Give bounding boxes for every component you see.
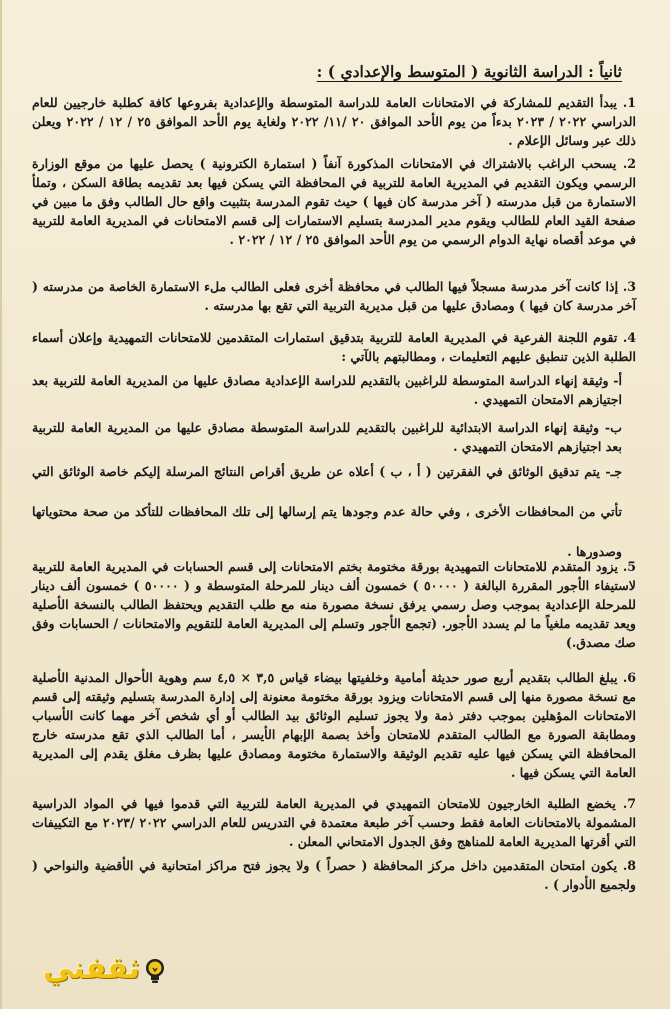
item-number: 2. [622, 156, 636, 171]
sub-item-letter: جـ- [605, 464, 623, 479]
item-5 [32, 557, 636, 652]
item-number: 3. [622, 279, 637, 294]
item-3 [32, 277, 636, 315]
item-number: 5. [622, 559, 636, 574]
item-text: يخضع الطلبة الخارجيون للامتحان التمهيدي في المديرية العامة للتربية التي قدموا فيها في المواد الدراسية المشمولة بالامتحانات العامة فقط وحسب آخر طبعة معتمدة في التدريس للعام الدراسي ٢٠٢٢ /٢٠٢٣ مع التكييفات التي أقرتها المديرية العامة للمناهج وفق الجدول الامتحاني المعلن . [32, 796, 636, 849]
item-text: إذا كانت آخر مدرسة مسجلاً فيها الطالب في محافظة أخرى فعلى الطالب ملء الاستمارة الخاصة من مدرسته ( آخر مدرسة كان فيها ) ومصادق عليها من قبل مديرية التربية التي تقع بها مدرسته . [32, 279, 636, 313]
sub-item-letter: ب- [604, 420, 622, 435]
item-6 [32, 668, 636, 782]
section-heading: ثانياً : الدراسة الثانوية ( المتوسط والإعدادي ) : [316, 62, 622, 81]
brand-watermark [20, 951, 170, 995]
item-7 [32, 794, 636, 851]
sub-item-b [32, 418, 622, 456]
item-text: يكون امتحان المتقدمين داخل مركز المحافظة ( حصراً ) ولا يجوز فتح مراكز امتحانية في الأقضية والنواحي ( ولجميع الأدوار ) . [32, 858, 636, 892]
item-number: 7. [622, 796, 636, 811]
lightbulb-icon [142, 957, 168, 987]
item-text: يبلغ الطالب بتقديم أربع صور حديثة أمامية وخلفيتها بيضاء قياس ٣,٥ × ٤,٥ سم وهوية الأحوال المدنية الأصلية مع نسخة مصورة منها إلى قسم الامتحانات ويزود بورقة مختومة معنونة إلى إدارة المدرسة بتسليم وثيقته إلى قسم الامتحانات المؤهلين بموجب دفتر ذمة ولا يجوز تسليم الوثائق بيد الطالب أو أي شخص آخر مهما كانت الأسباب ومطابقة الصورة مع الطالب المتقدم للامتحان وأخذ بصمة الإبهام الأيسر ، أما الطالب الذي تقع مدرسته خارج المحافظة التي يسكن فيها عليه تقديم الوثيقة والاستمارة مختومة ومصادق عليها بظرف مغلق يقدم إلى المديرية العامة التي يسكن فيها . [32, 670, 636, 780]
item-number: 1. [622, 95, 637, 110]
item-4 [32, 328, 636, 366]
item-text: تقوم اللجنة الفرعية في المديرية العامة للتربية بتدقيق استمارات المتقدمين للامتحانات التمهيدية وإعلان أسماء الطلبة الذين تنطبق عليهم التعليمات ، ومطالبتهم بالآتي : [32, 330, 636, 364]
brand-name: ثقفني [42, 951, 140, 986]
sub-item-a [32, 371, 622, 409]
sub-item-c [32, 452, 622, 572]
sub-item-text: يتم تدقيق الوثائق في الفقرتين ( أ ، ب ) أعلاه عن طريق أقراص النتائج المرسلة إليكم خاصة الوثائق التي تأتي من المحافظات الأخرى ، وفي حالة عدم وجودها يتم إرسالها إلى تلك المحافظات للتأكد من صحة محتوياتها وصدورها . [32, 464, 622, 559]
item-number: 8. [622, 858, 636, 873]
sub-item-text: وثيقة إنهاء الدراسة الابتدائية للراغبين بالتقديم للدراسة المتوسطة مصادق عليها من المديرية العامة للتربية بعد اجتيازهم الامتحان التمهيدي . [32, 420, 622, 454]
item-2 [32, 154, 636, 249]
item-1 [32, 93, 636, 150]
item-text: يسحب الراغب بالاشتراك في الامتحانات المذكورة آنفاً ( استمارة الكترونية ) يحصل عليها من موقع الوزارة الرسمي ويكون التقديم في المديرية العامة للتربية في المحافظة التي يسكن فيها بعد تقديمه بطاقة السكن ، وتملأ الاستمارة من قبل مدرسته ( آخر مدرسة كان فيها ) حيث تقوم المدرسة بتثبيت واقع حال الطالب وفق ما مبين في صفحة القيد العام للطالب ويقوم مدير المدرسة بتسليم الاستمارات إلى قسم الامتحانات في المديرية العامة للتربية في موعد أقصاه نهاية الدوام الرسمي من يوم الأحد الموافق ٢٥ / ١٢ / ٢٠٢٢ . [32, 156, 636, 247]
item-text: يبدأ التقديم للمشاركة في الامتحانات العامة للدراسة المتوسطة والإعدادية بفروعها كافة كطلبة خارجيين للعام الدراسي ٢٠٢٢ / ٢٠٢٣ بدءاً من يوم الأحد الموافق ٢٠ /١١/ ٢٠٢٢ ولغاية يوم الأحد الموافق ٢٥ / ١٢ / ٢٠٢٢ ويعلن ذلك عبر وسائل الإعلام . [32, 95, 637, 148]
sub-item-letter: أ- [613, 373, 622, 388]
item-text: يزود المتقدم للامتحانات التمهيدية بورقة مختومة بختم الامتحانات إلى قسم الحسابات في المديرية العامة للتربية لاستيفاء الأجور المقررة البالغة ( ٥٠٠٠٠ ) خمسون ألف دينار للمرحلة المتوسطة و ( ٥٠٠٠٠ ) خمسون ألف دينار للمرحلة الإعدادية بموجب وصل رسمي يرفق نسخة مصورة منه مع طلب التقديم ويحتفظ الطالب بالنسخة الأصلية ويعد تقديمه ملغياً ما لم يسدد الأجور. (تجمع الأجور وتسلم إلى المديرية العامة للتقويم والامتحانات / الحسابات وفق صك مصدق.) [32, 559, 636, 650]
sub-item-text: وثيقة إنهاء الدراسة المتوسطة للراغبين بالتقديم للدراسة الإعدادية مصادق عليها من المديرية العامة للتربية بعد اجتيازهم الامتحان التمهيدي . [32, 373, 622, 407]
item-8 [32, 856, 636, 894]
item-number: 6. [622, 670, 636, 685]
item-number: 4. [622, 330, 636, 345]
